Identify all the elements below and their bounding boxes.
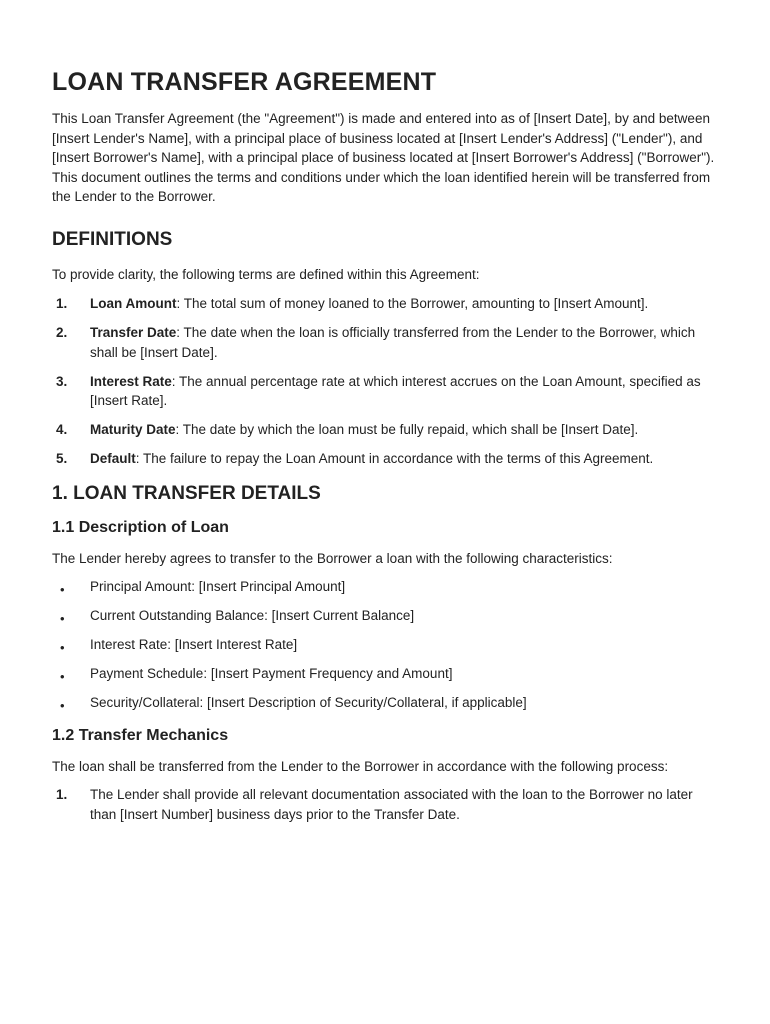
- list-item-text: The Lender shall provide all relevant documentation associated with the loan to the Borrower no later than [Insert Number] business days prior to the Transfer Date.: [90, 787, 693, 822]
- list-number: 2.: [56, 325, 68, 340]
- subsection-heading-description: 1.1 Description of Loan: [52, 518, 229, 536]
- definitions-section: [52, 229, 718, 469]
- bullet-icon: •: [60, 640, 65, 655]
- definition-term: Interest Rate: [90, 373, 172, 389]
- bullet-icon: •: [60, 582, 65, 597]
- bullet-icon: •: [60, 698, 65, 713]
- list-number: 4.: [56, 422, 68, 437]
- definition-text: : The failure to repay the Loan Amount in accordance with the terms of this Agreement.: [135, 451, 654, 466]
- bullet-icon: •: [60, 611, 65, 626]
- section-heading: 1. LOAN TRANSFER DETAILS: [52, 482, 321, 504]
- list-number: 1.: [56, 296, 68, 311]
- definitions-list: [52, 294, 718, 469]
- definition-item: [52, 372, 718, 411]
- definition-item: [52, 449, 718, 469]
- definition-term: Maturity Date: [90, 422, 176, 437]
- intro-paragraph: This Loan Transfer Agreement (the "Agreement") is made and entered into as of [Insert Date], by and between [Insert Lender's Name], with a principal place of business located at [Insert Lender's Address] ("Lender"), and [Insert Borrower's Name], with a principal place of business located at [Insert Borrower's Address] ("Borrower"). This document outlines the terms and conditions under which the loan identified herein will be transferred from the Lender to the Borrower.: [52, 111, 715, 204]
- list-item-text: Interest Rate: [Insert Interest Rate]: [90, 637, 298, 652]
- definitions-intro: To provide clarity, the following terms are defined within this Agreement:: [52, 266, 480, 282]
- definition-text: : The date when the loan is officially transferred from the Lender to the Borrower, which shall be [Insert Date].: [90, 325, 696, 360]
- definitions-heading: DEFINITIONS: [52, 228, 173, 250]
- definition-text: : The date by which the loan must be fully repaid, which shall be [Insert Date].: [175, 422, 639, 437]
- definition-item: [52, 323, 718, 362]
- loan-characteristics-list: [52, 577, 718, 713]
- list-item: [52, 664, 718, 684]
- definition-term: Loan Amount: [90, 296, 177, 311]
- subsection-intro: The loan shall be transferred from the Lender to the Borrower in accordance with the following process:: [52, 758, 669, 774]
- definition-item: [52, 420, 718, 440]
- list-item-text: Current Outstanding Balance: [Insert Current Balance]: [90, 608, 415, 623]
- list-item: [52, 785, 718, 824]
- list-item: [52, 606, 718, 626]
- list-item-text: Principal Amount: [Insert Principal Amount]: [90, 579, 346, 594]
- list-item: [52, 693, 718, 713]
- definition-term: Transfer Date: [90, 325, 177, 340]
- loan-transfer-details-section: [52, 483, 718, 825]
- definition-term: Default: [90, 451, 136, 466]
- list-item: [52, 635, 718, 655]
- bullet-icon: •: [60, 669, 65, 684]
- list-item-text: Payment Schedule: [Insert Payment Frequency and Amount]: [90, 666, 453, 681]
- list-item-text: Security/Collateral: [Insert Description of Security/Collateral, if applicable]: [90, 695, 527, 710]
- subsection-intro: The Lender hereby agrees to transfer to the Borrower a loan with the following characteristics:: [52, 550, 613, 566]
- definition-item: [52, 294, 718, 314]
- list-number: 1.: [56, 787, 68, 802]
- transfer-process-list: [52, 785, 718, 824]
- definition-text: : The annual percentage rate at which interest accrues on the Loan Amount, specified as [Insert Rate].: [90, 373, 701, 408]
- definition-text: : The total sum of money loaned to the Borrower, amounting to [Insert Amount].: [176, 296, 649, 311]
- subsection-heading-mechanics: 1.2 Transfer Mechanics: [52, 726, 229, 744]
- document-title: LOAN TRANSFER AGREEMENT: [52, 68, 437, 96]
- list-item: [52, 577, 718, 597]
- list-number: 3.: [56, 373, 68, 389]
- list-number: 5.: [56, 451, 68, 466]
